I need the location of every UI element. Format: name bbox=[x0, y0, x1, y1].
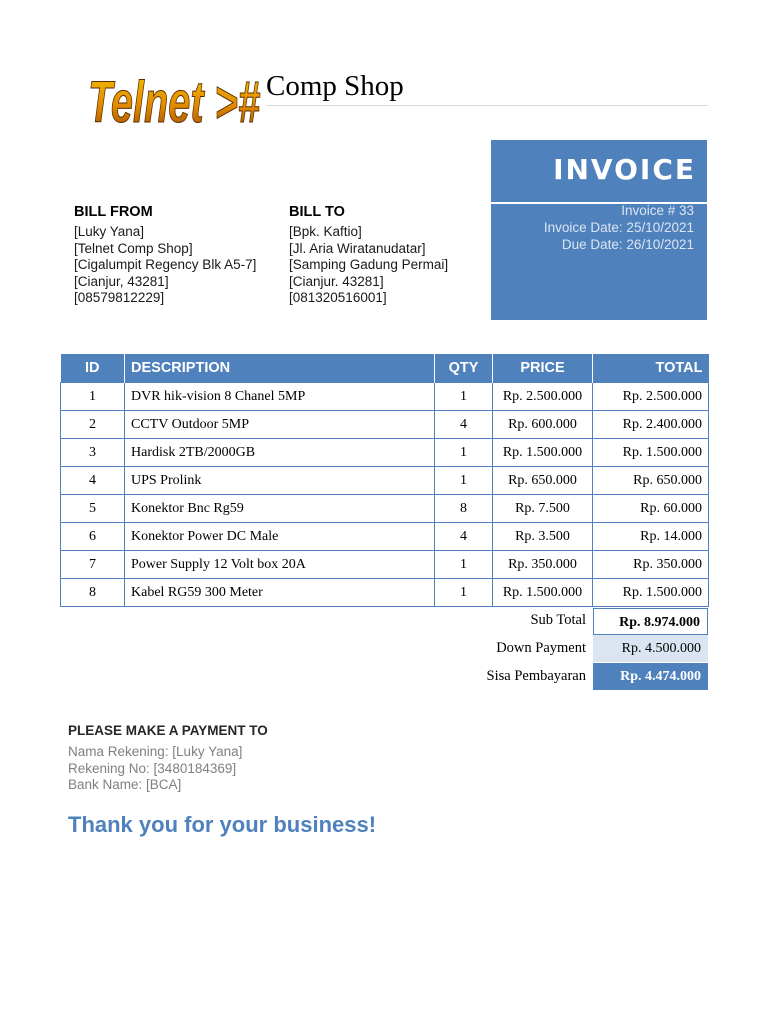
cell-id: 8 bbox=[61, 579, 125, 607]
cell-total: Rp. 14.000 bbox=[593, 523, 709, 551]
down-payment-value: Rp. 4.500.000 bbox=[593, 635, 708, 662]
cell-description: Konektor Power DC Male bbox=[125, 523, 435, 551]
payment-heading: PLEASE MAKE A PAYMENT TO bbox=[68, 723, 268, 738]
invoice-title: INVOICE bbox=[553, 153, 696, 186]
cell-price: Rp. 1.500.000 bbox=[493, 439, 593, 467]
col-header-qty: QTY bbox=[435, 354, 493, 383]
cell-total: Rp. 1.500.000 bbox=[593, 579, 709, 607]
shop-name: Comp Shop bbox=[266, 70, 404, 102]
invoice-number: Invoice # 33 bbox=[621, 203, 694, 218]
cell-total: Rp. 1.500.000 bbox=[593, 439, 709, 467]
cell-id: 3 bbox=[61, 439, 125, 467]
bill-from-heading: BILL FROM bbox=[74, 204, 153, 220]
balance-value: Rp. 4.474.000 bbox=[593, 663, 708, 690]
cell-price: Rp. 7.500 bbox=[493, 495, 593, 523]
cell-id: 1 bbox=[61, 383, 125, 411]
invoice-date: Invoice Date: 25/10/2021 bbox=[543, 220, 694, 235]
cell-id: 6 bbox=[61, 523, 125, 551]
cell-description: Power Supply 12 Volt box 20A bbox=[125, 551, 435, 579]
bill-to-city: [Cianjur. 43281] bbox=[289, 274, 384, 289]
cell-qty: 4 bbox=[435, 523, 493, 551]
cell-description: Konektor Bnc Rg59 bbox=[125, 495, 435, 523]
table-row bbox=[61, 411, 709, 439]
bill-to-heading: BILL TO bbox=[289, 204, 345, 220]
cell-id: 5 bbox=[61, 495, 125, 523]
account-name: Nama Rekening: [Luky Yana] bbox=[68, 744, 243, 759]
company-logo bbox=[86, 66, 266, 132]
table-row bbox=[61, 495, 709, 523]
table-row bbox=[61, 439, 709, 467]
cell-price: Rp. 3.500 bbox=[493, 523, 593, 551]
bill-from-company: [Telnet Comp Shop] bbox=[74, 241, 193, 256]
account-number: Rekening No: [3480184369] bbox=[68, 761, 237, 776]
subtotal-label: Sub Total bbox=[530, 612, 586, 628]
cell-total: Rp. 2.500.000 bbox=[593, 383, 709, 411]
bill-from-phone: [08579812229] bbox=[74, 290, 165, 305]
down-payment-label: Down Payment bbox=[496, 640, 586, 656]
bill-from-address: [Cigalumpit Regency Blk A5-7] bbox=[74, 257, 257, 272]
bill-from-city: [Cianjur, 43281] bbox=[74, 274, 169, 289]
cell-qty: 1 bbox=[435, 467, 493, 495]
thank-you-message: Thank you for your business! bbox=[68, 812, 377, 837]
cell-qty: 1 bbox=[435, 383, 493, 411]
cell-qty: 1 bbox=[435, 551, 493, 579]
col-header-total: TOTAL bbox=[593, 354, 709, 383]
col-header-description: DESCRIPTION bbox=[125, 354, 435, 383]
header-divider bbox=[266, 105, 708, 106]
table-row bbox=[61, 467, 709, 495]
cell-description: Hardisk 2TB/2000GB bbox=[125, 439, 435, 467]
subtotal-value: Rp. 8.974.000 bbox=[593, 608, 708, 635]
cell-qty: 1 bbox=[435, 579, 493, 607]
cell-id: 2 bbox=[61, 411, 125, 439]
bill-to-address: [Samping Gadung Permai] bbox=[289, 257, 449, 272]
cell-price: Rp. 2.500.000 bbox=[493, 383, 593, 411]
balance-label: Sisa Pembayaran bbox=[486, 668, 586, 684]
due-date: Due Date: 26/10/2021 bbox=[561, 237, 694, 252]
items-table bbox=[60, 354, 709, 607]
col-header-price: PRICE bbox=[493, 354, 593, 383]
table-header-row bbox=[61, 354, 709, 383]
cell-id: 4 bbox=[61, 467, 125, 495]
cell-description: UPS Prolink bbox=[125, 467, 435, 495]
cell-description: CCTV Outdoor 5MP bbox=[125, 411, 435, 439]
table-row bbox=[61, 551, 709, 579]
logo-text: Telnet ># bbox=[88, 70, 261, 132]
cell-price: Rp. 600.000 bbox=[493, 411, 593, 439]
cell-qty: 4 bbox=[435, 411, 493, 439]
cell-qty: 8 bbox=[435, 495, 493, 523]
bank-name: Bank Name: [BCA] bbox=[68, 777, 182, 792]
cell-total: Rp. 350.000 bbox=[593, 551, 709, 579]
bill-from-name: [Luky Yana] bbox=[74, 224, 145, 239]
col-header-id: ID bbox=[61, 354, 125, 383]
cell-price: Rp. 350.000 bbox=[493, 551, 593, 579]
cell-price: Rp. 1.500.000 bbox=[493, 579, 593, 607]
cell-description: DVR hik-vision 8 Chanel 5MP bbox=[125, 383, 435, 411]
table-row bbox=[61, 579, 709, 607]
cell-total: Rp. 650.000 bbox=[593, 467, 709, 495]
cell-total: Rp. 2.400.000 bbox=[593, 411, 709, 439]
cell-total: Rp. 60.000 bbox=[593, 495, 709, 523]
cell-description: Kabel RG59 300 Meter bbox=[125, 579, 435, 607]
bill-to-street: [Jl. Aria Wiratanudatar] bbox=[289, 241, 426, 256]
cell-id: 7 bbox=[61, 551, 125, 579]
bill-to-phone: [081320516001] bbox=[289, 290, 387, 305]
table-row bbox=[61, 523, 709, 551]
cell-price: Rp. 650.000 bbox=[493, 467, 593, 495]
bill-to-name: [Bpk. Kaftio] bbox=[289, 224, 362, 239]
cell-qty: 1 bbox=[435, 439, 493, 467]
table-row bbox=[61, 383, 709, 411]
